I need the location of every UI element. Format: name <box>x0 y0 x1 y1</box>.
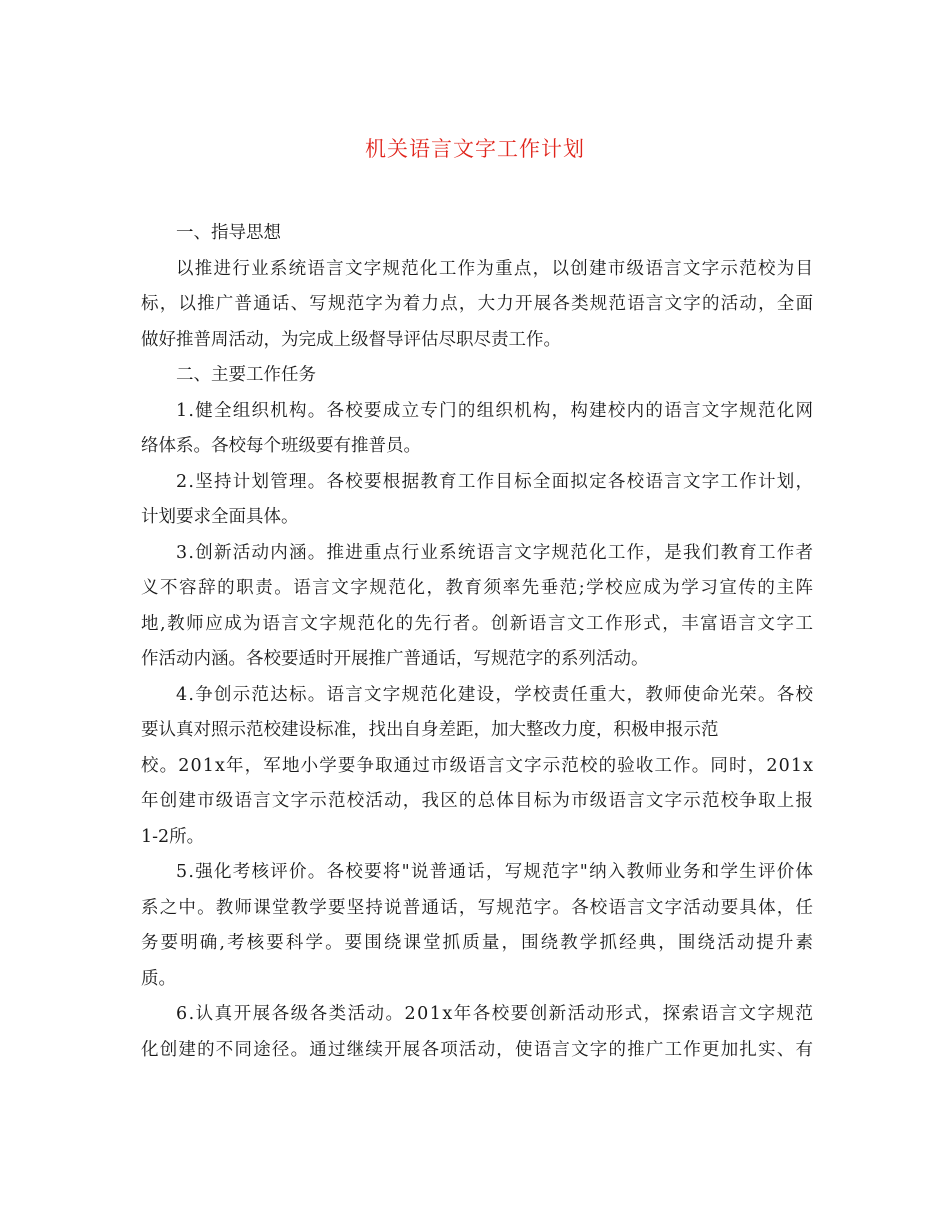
document-body <box>141 216 816 1068</box>
text-line: 4.争创示范达标。语言文字规范化建设，学校责任重大，教师使命光荣。各校 <box>176 684 815 705</box>
text-line: 义不容辞的职责。语言文字规范化，教育须率先垂范;学校应成为学习宣传的主阵 <box>141 578 815 598</box>
text-line: 校。201x年，军地小学要争取通过市级语言文字示范校的验收工作。同时，201x <box>141 755 815 776</box>
text-line: 系之中。教师课堂教学要坚持说普通话，写规范字。各校语言文字活动要具体，任 <box>141 897 815 918</box>
text-line: 做好推普周活动，为完成上级督导评估尽职尽责工作。 <box>141 329 561 350</box>
text-line: 3.创新活动内涵。推进重点行业系统语言文字规范化工作，是我们教育工作者 <box>176 542 815 563</box>
text-line: 质。 <box>141 968 176 989</box>
text-line: 5.强化考核评价。各校要将"说普通话，写规范字"纳入教师业务和学生评价体 <box>176 862 815 882</box>
text-line: 1-2所。 <box>141 826 205 847</box>
text-line: 务要明确,考核要科学。要围绕课堂抓质量，围绕教学抓经典，围绕活动提升素 <box>141 933 816 953</box>
text-line: 6.认真开展各级各类活动。201x年各校要创新活动形式，探索语言文字规范 <box>176 1004 815 1024</box>
document-title: 机关语言文字工作计划 <box>365 137 585 161</box>
text-line: 以推进行业系统语言文字规范化工作为重点，以创建市级语言文字示范校为目 <box>176 258 815 279</box>
text-line: 地,教师应成为语言文字规范化的先行者。创新语言文工作形式，丰富语言文字工 <box>141 613 815 634</box>
text-line: 二、主要工作任务 <box>176 365 316 385</box>
text-line: 要认真对照示范校建设标准，找出自身差距，加大整改力度，积极申报示范 <box>141 720 719 740</box>
text-line: 作活动内涵。各校要适时开展推广普通话，写规范字的系列活动。 <box>141 649 649 669</box>
text-line: 计划要求全面具体。 <box>141 507 299 527</box>
text-line: 化创建的不同途径。通过继续开展各项活动，使语言文字的推广工作更加扎实、有 <box>141 1039 815 1060</box>
text-line: 2.坚持计划管理。各校要根据教育工作目标全面拟定各校语言文字工作计划， <box>176 471 815 492</box>
text-line: 年创建市级语言文字示范校活动，我区的总体目标为市级语言文字示范校争取上报 <box>141 791 815 811</box>
text-line: 标，以推广普通话、写规范字为着力点，大力开展各类规范语言文字的活动，全面 <box>141 294 815 314</box>
text-line: 一、指导思想 <box>176 223 281 243</box>
text-line: 络体系。各校每个班级要有推普员。 <box>141 436 421 456</box>
text-line: 1.健全组织机构。各校要成立专门的组织机构，构建校内的语言文字规范化网 <box>176 400 815 421</box>
